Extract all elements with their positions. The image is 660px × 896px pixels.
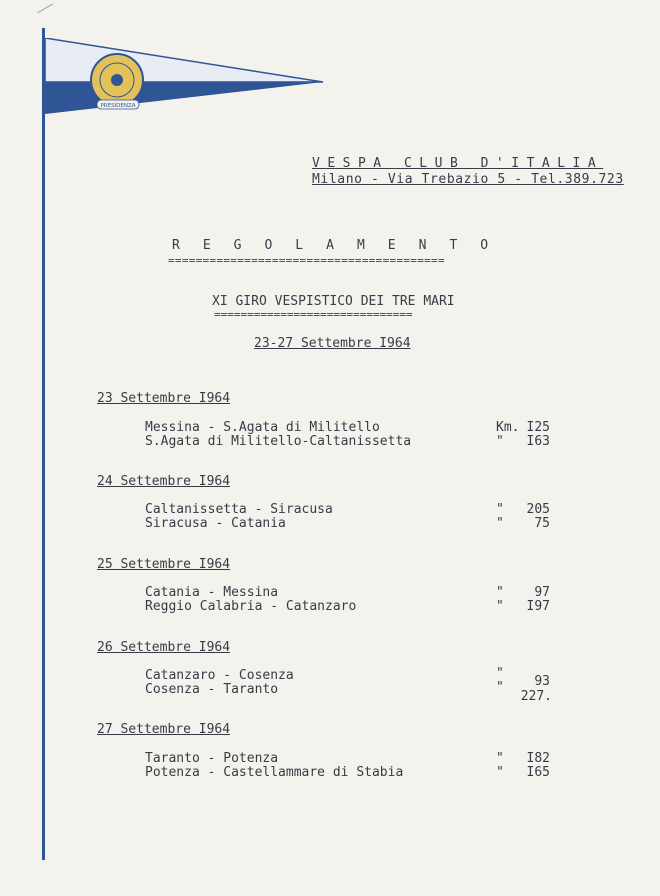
leg-unit: " bbox=[496, 680, 504, 695]
leg-unit: " bbox=[496, 751, 504, 766]
leg-route: Catanzaro - Cosenza bbox=[145, 668, 294, 683]
leg-km: 97 bbox=[534, 585, 550, 600]
leg-unit: " bbox=[496, 585, 504, 600]
club-address: Milano - Via Trebazio 5 - Tel.389.723 bbox=[312, 172, 624, 187]
pennant-label: PRESIDENZA bbox=[100, 103, 136, 109]
leg-km: 205 bbox=[526, 502, 550, 517]
leg-unit: " bbox=[496, 502, 504, 517]
day-heading: 25 Settembre I964 bbox=[97, 557, 231, 572]
leg-route: Potenza - Castellammare di Stabia bbox=[145, 765, 404, 780]
day-heading: 24 Settembre I964 bbox=[97, 474, 231, 489]
leg-route: Reggio Calabria - Catanzaro bbox=[145, 599, 357, 614]
leg-km: I97 bbox=[526, 599, 550, 614]
leg-route: S.Agata di Militello-Caltanissetta bbox=[145, 434, 412, 449]
title-separator: ======================================== bbox=[168, 254, 445, 267]
day-heading: 23 Settembre I964 bbox=[97, 391, 231, 406]
leg-route: Taranto - Potenza bbox=[145, 751, 279, 766]
leg-route: Caltanissetta - Siracusa bbox=[145, 502, 333, 517]
leg-km: I65 bbox=[526, 765, 550, 780]
pencil-mark bbox=[37, 4, 53, 14]
leg-route: Catania - Messina bbox=[145, 585, 279, 600]
leg-unit: " bbox=[496, 434, 504, 449]
leg-km: I82 bbox=[526, 751, 550, 766]
day-heading: 27 Settembre I964 bbox=[97, 722, 231, 737]
leg-km: 227. bbox=[520, 689, 552, 704]
event-name: XI GIRO VESPISTICO DEI TRE MARI bbox=[212, 294, 455, 309]
leg-km: I25 bbox=[526, 420, 550, 435]
leg-route: Cosenza - Taranto bbox=[145, 682, 279, 697]
leg-unit: " bbox=[496, 765, 504, 780]
event-separator: ============================== bbox=[214, 308, 413, 321]
day-heading: 26 Settembre I964 bbox=[97, 640, 231, 655]
leg-route: Siracusa - Catania bbox=[145, 516, 286, 531]
leg-unit: " bbox=[496, 516, 504, 531]
leg-km: I63 bbox=[526, 434, 550, 449]
leg-route: Messina - S.Agata di Militello bbox=[145, 420, 380, 435]
leg-km: 75 bbox=[534, 516, 550, 531]
document-title: REGOLAMENTO bbox=[172, 238, 512, 253]
leg-unit: Km. bbox=[496, 420, 520, 435]
pennant-flag-icon bbox=[45, 38, 335, 118]
leg-unit: " bbox=[496, 599, 504, 614]
pennant-pole bbox=[42, 28, 45, 860]
club-name: VESPA CLUB D'ITALIA bbox=[312, 156, 604, 171]
event-dates: 23-27 Settembre I964 bbox=[254, 336, 411, 351]
leg-unit: " bbox=[496, 666, 504, 681]
leg-km: 93 bbox=[534, 674, 550, 689]
